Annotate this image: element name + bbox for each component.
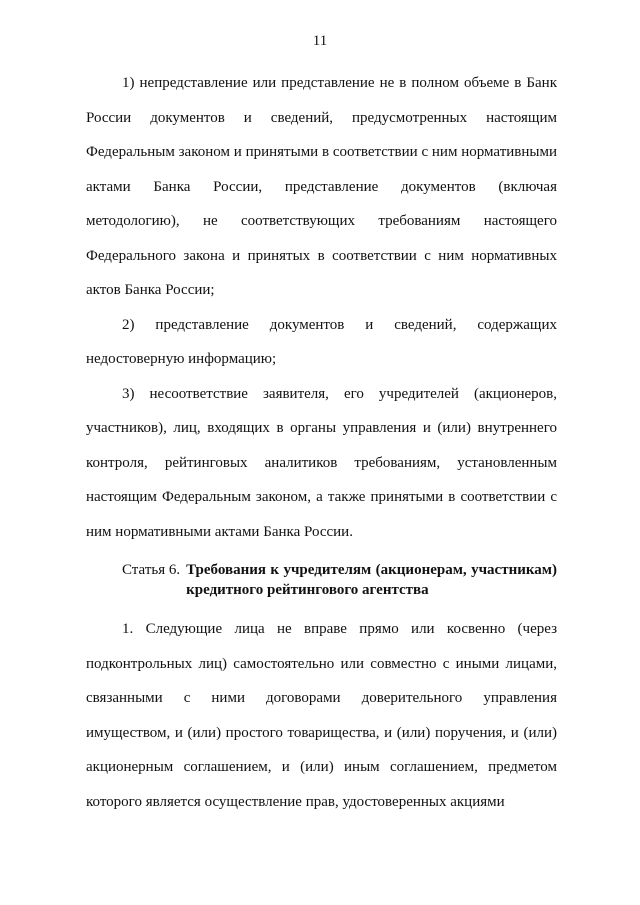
article-label: Статья 6.: [122, 562, 181, 578]
article-heading: [86, 552, 557, 608]
page-number: 11: [312, 33, 328, 49]
paragraph-item-2: 2) представление документов и сведений, содержащих недостоверную информацию;: [86, 316, 557, 367]
article-paragraph-1: 1. Следующие лица не вправе прямо или косвенно (через подконтрольных лиц) самостоятельно или совместно с иными лицами, связанными с ними договорами доверительного управления имуществом, и (или) простого товарищества, и (или) поручения, и (или) акционерным соглашением, и (или) иным соглашением, предметом которого является осуществление прав, удостоверенных акциями: [86, 621, 557, 810]
document-body: [86, 66, 557, 819]
article-title: Требования к учредителям (акционерам, участникам) кредитного рейтингового агентства: [186, 562, 557, 598]
paragraph-item-3: 3) несоответствие заявителя, его учредителей (акционеров, участников), лиц, входящих в органы управления и (или) внутреннего контроля, рейтинговых аналитиков требованиям, установленным настоящим Федеральным законом, а также принятыми в соответствии с ним нормативными актами Банка России.: [86, 385, 557, 540]
paragraph-item-1: 1) непредставление или представление не в полном объеме в Банк России документов и сведений, предусмотренных настоящим Федеральным законом и принятыми в соответствии с ним нормативными актами Банка России, представление документов (включая методологию), не соответствующих требованиям настоящего Федерального закона и принятых в соответствии с ним нормативных актов Банка России;: [86, 75, 557, 298]
